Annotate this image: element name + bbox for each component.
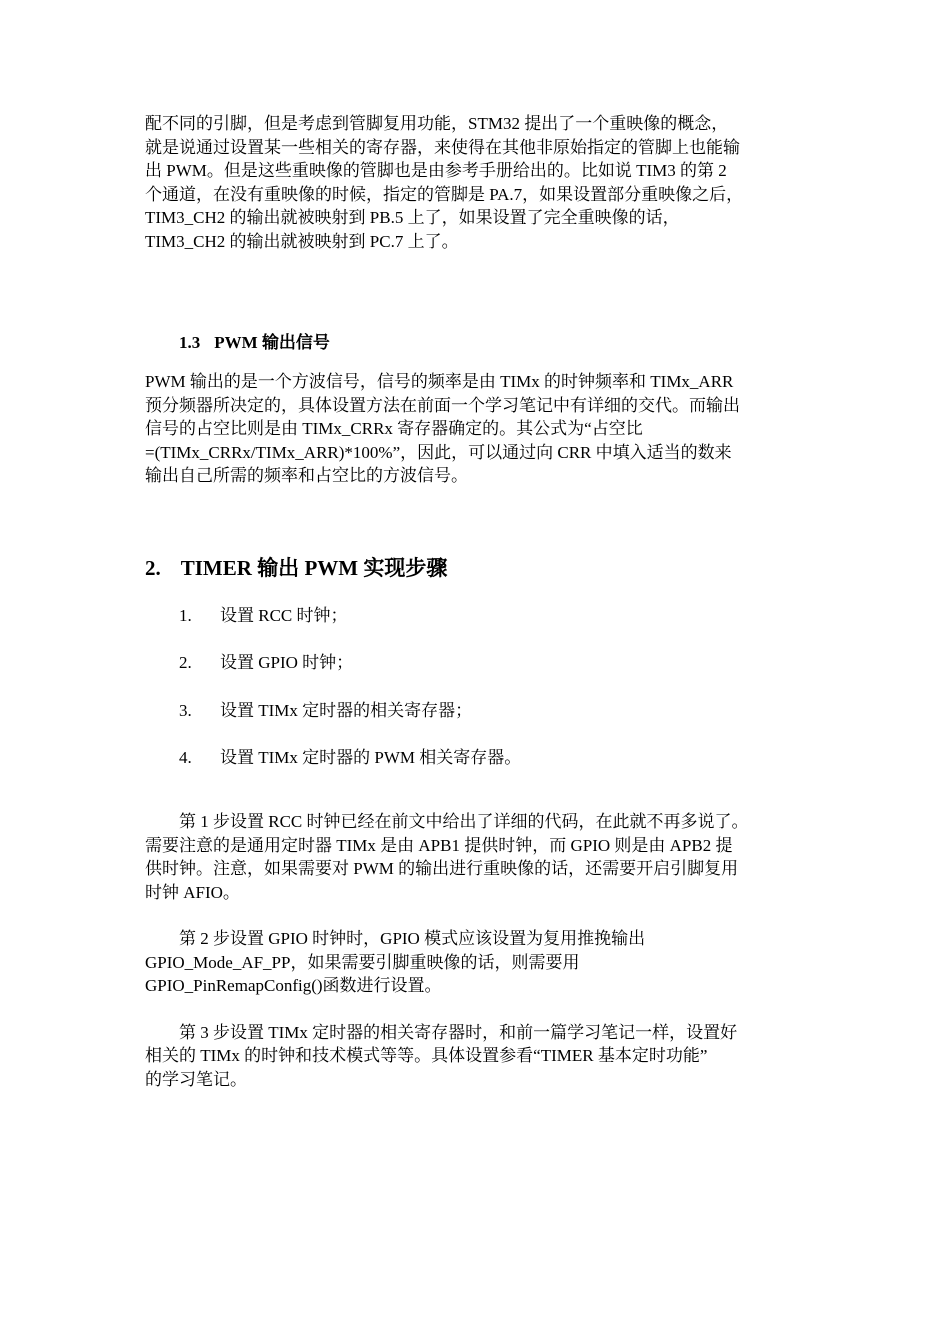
heading-bold-text: PWM bbox=[214, 333, 258, 352]
text-line: 预分频器所决定的，具体设置方法在前面一个学习笔记中有详细的交代。而输出 bbox=[145, 395, 740, 415]
document-page bbox=[145, 112, 810, 1091]
text-line: 输出自己所需的频率和占空比的方波信号。 bbox=[145, 466, 468, 485]
pwm-signal-paragraph bbox=[145, 370, 810, 488]
text-line: 出 PWM。但是这些重映像的管脚也是由参考手册给出的。比如说 TIM3 的第 2 bbox=[145, 161, 727, 180]
text-line: 需要注意的是通用定时器 TIMx 是由 APB1 提供时钟，而 GPIO 则是由 APB2 提 bbox=[145, 835, 733, 855]
text-line: 第 1 步设置 RCC 时钟已经在前文中给出了详细的代码，在此就不再多说了。 bbox=[179, 812, 749, 831]
step-number: 4. bbox=[179, 748, 192, 767]
text-line: 时钟 AFIO。 bbox=[145, 882, 240, 902]
step-text: 设置 GPIO 时钟； bbox=[220, 653, 354, 672]
step-text: 设置 TIMx 定时器的相关寄存器； bbox=[220, 700, 473, 720]
heading-bold-text: PWM bbox=[304, 555, 359, 580]
text-line: =(TIMx_CRRx/TIMx_ARR)*100%”，因此，可以通过向 CRR 中填入适当的数来 bbox=[145, 442, 732, 462]
heading-text: 输出 bbox=[251, 555, 305, 580]
text-line: 的学习笔记。 bbox=[145, 1069, 247, 1089]
text-line: 相关的 TIMx 的时钟和技术模式等等。具体设置参看“TIMER 基本定时功能” bbox=[145, 1046, 708, 1065]
step-number: 2. bbox=[179, 653, 192, 672]
text-line: 个通道，在没有重映像的时候，指定的管脚是 PA.7，如果设置部分重映像之后， bbox=[145, 184, 744, 204]
section-2-heading bbox=[145, 554, 810, 582]
list-item bbox=[145, 604, 810, 627]
list-item bbox=[145, 746, 810, 769]
step-text: 设置 TIMx 定时器的 PWM 相关寄存器。 bbox=[220, 748, 522, 767]
text-line: 配不同的引脚，但是考虑到管脚复用功能，STM32 提出了一个重映像的概念， bbox=[145, 114, 729, 133]
text-line: TIM3_CH2 的输出就被映射到 PC.7 上了。 bbox=[145, 231, 459, 251]
heading-bold-text: TIMER bbox=[180, 555, 252, 580]
list-item bbox=[145, 651, 810, 674]
text-line: 供时钟。注意，如果需要对 PWM 的输出进行重映像的话，还需要开启引脚复用 bbox=[145, 859, 739, 878]
text-line: 就是说通过设置某一些相关的寄存器，来使得在其他非原始指定的管脚上也能输 bbox=[145, 137, 740, 157]
step-number: 1. bbox=[179, 605, 192, 625]
section-number: 1.3 bbox=[179, 333, 201, 352]
step1-paragraph bbox=[145, 810, 810, 904]
list-item bbox=[145, 699, 810, 722]
text-line: TIM3_CH2 的输出就被映射到 PB.5 上了，如果设置了完全重映像的话， bbox=[145, 208, 680, 227]
step-number: 3. bbox=[179, 700, 192, 720]
steps-list bbox=[145, 604, 810, 770]
text-line: 第 2 步设置 GPIO 时钟时，GPIO 模式应该设置为复用推挽输出 bbox=[179, 929, 646, 948]
text-line: 第 3 步设置 TIMx 定时器的相关寄存器时，和前一篇学习笔记一样，设置好 bbox=[179, 1022, 738, 1042]
text-line: 信号的占空比则是由 TIMx_CRRx 寄存器确定的。其公式为“占空比 bbox=[145, 419, 643, 438]
step-text: 设置 RCC 时钟； bbox=[220, 605, 348, 625]
step2-paragraph bbox=[145, 927, 810, 998]
intro-paragraph bbox=[145, 112, 810, 253]
text-line: GPIO_PinRemapConfig()函数进行设置。 bbox=[145, 976, 442, 995]
section-number: 2. bbox=[145, 555, 161, 580]
text-line: GPIO_Mode_AF_PP，如果需要引脚重映像的话，则需要用 bbox=[145, 952, 580, 972]
step3-paragraph bbox=[145, 1021, 810, 1092]
section-1-3-heading bbox=[145, 331, 810, 354]
heading-text: 输出信号 bbox=[257, 333, 330, 352]
text-line: PWM 输出的是一个方波信号，信号的频率是由 TIMx 的时钟频率和 TIMx_ARR bbox=[145, 372, 734, 391]
heading-text: 实现步骤 bbox=[358, 555, 448, 580]
